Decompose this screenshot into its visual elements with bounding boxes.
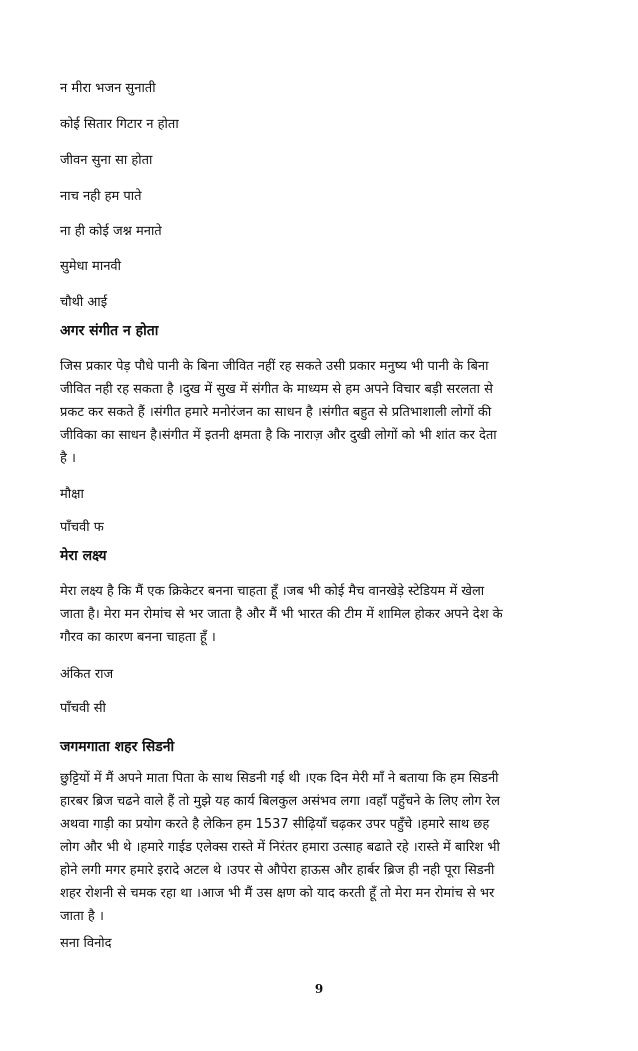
poem-line-2: कोई सितार गिटार न होता bbox=[60, 117, 179, 132]
page-number: 9 bbox=[314, 982, 324, 996]
section1-heading: अगर संगीत न होता bbox=[60, 323, 159, 339]
section3-author: सना विनोद bbox=[60, 936, 112, 951]
section1-author: मौक्षा bbox=[60, 487, 84, 502]
section1-class: पाँचवी फ bbox=[60, 520, 104, 535]
poem-class: चौथी आई bbox=[60, 295, 108, 310]
poem-line-3: जीवन सुना सा होता bbox=[60, 153, 153, 168]
section3-heading: जगमगाता शहर सिडनी bbox=[60, 739, 175, 755]
section1-line-2: जीवित नही रह सकता है ।दुख में सुख में संगीत के माध्यम से हम अपने विचार बड़ी सरलता से bbox=[60, 382, 493, 397]
section1-line-3: प्रकट कर सकते हैं ।संगीत हमारे मनोरंजन का साधन है ।संगीत बहुत से प्रतिभाशाली लोगों की bbox=[60, 405, 492, 420]
poem-line-4: नाच नही हम पाते bbox=[60, 189, 142, 204]
poem-line-5: ना ही कोई जश्न मनाते bbox=[60, 224, 162, 239]
section2-paragraph bbox=[60, 580, 580, 649]
section1-line-5: है । bbox=[60, 451, 76, 466]
section3-paragraph bbox=[60, 767, 580, 928]
section2-class: पाँचवी सी bbox=[60, 701, 106, 716]
section3-line-2: हारबर ब्रिज चढने वाले हैं तो मुझे यह कार्य बिलकुल असंभव लगा ।वहाँ पहुँचने के लिए लोग रेल bbox=[60, 794, 500, 809]
section3-line-3: अथवा गाड़ी का प्रयोग करते है लेकिन हम 1537 सीढ़ियाँ चढ़कर उपर पहुँचे ।हमारे साथ छह bbox=[60, 817, 490, 832]
poem-line-1: न मीरा भजन सुनाती bbox=[60, 81, 156, 96]
section3-line-7: जाता है । bbox=[60, 909, 104, 924]
section2-line-1: मेरा लक्ष्य है कि मैं एक क्रिकेटर बनना चाहता हूँ ।जब भी कोई मैच वानखेड़े स्टेडियम में खेला bbox=[60, 584, 485, 599]
section2-heading: मेरा लक्ष्य bbox=[60, 548, 107, 564]
section1-line-4: जीविका का साधन है।संगीत में इतनी क्षमता है कि नाराज़ और दुखी लोगों को भी शांत कर देता bbox=[60, 428, 497, 443]
section3-line-1: छुट्टियों में मैं अपने माता पिता के साथ सिडनी गई थी ।एक दिन मेरी माँ ने बताया कि हम सिडनी bbox=[60, 771, 499, 786]
section1-line-1: जिस प्रकार पेड़ पौधे पानी के बिना जीवित नहीं रह सकते उसी प्रकार मनुष्य भी पानी के बिना bbox=[60, 359, 489, 374]
section2-line-2: जाता है। मेरा मन रोमांच से भर जाता है और मैं भी भारत की टीम में शामिल होकर अपने देश के bbox=[60, 607, 503, 622]
section1-paragraph bbox=[60, 355, 580, 470]
section3-line-6: शहर रोशनी से चमक रहा था ।आज भी मैं उस क्षण को याद करती हूँ तो मेरा मन रोमांच से भर bbox=[60, 886, 495, 901]
section2-line-3: गौरव का कारण बनना चाहता हूँ । bbox=[60, 630, 216, 645]
section3-line-5: होने लगी मगर हमारे इरादे अटल थे ।उपर से औपेरा हाऊस और हार्बर ब्रिज ही नही पूरा सिडनी bbox=[60, 863, 495, 878]
section2-author: अंकित राज bbox=[60, 667, 114, 682]
section3-line-4: लोग और भी थे ।हमारे गाईड एलेक्स रास्ते में निरंतर हमारा उत्साह बढाते रहे ।रास्ते में बारिश भी bbox=[60, 840, 500, 855]
poem-author: सुमेधा मानवी bbox=[60, 259, 122, 274]
